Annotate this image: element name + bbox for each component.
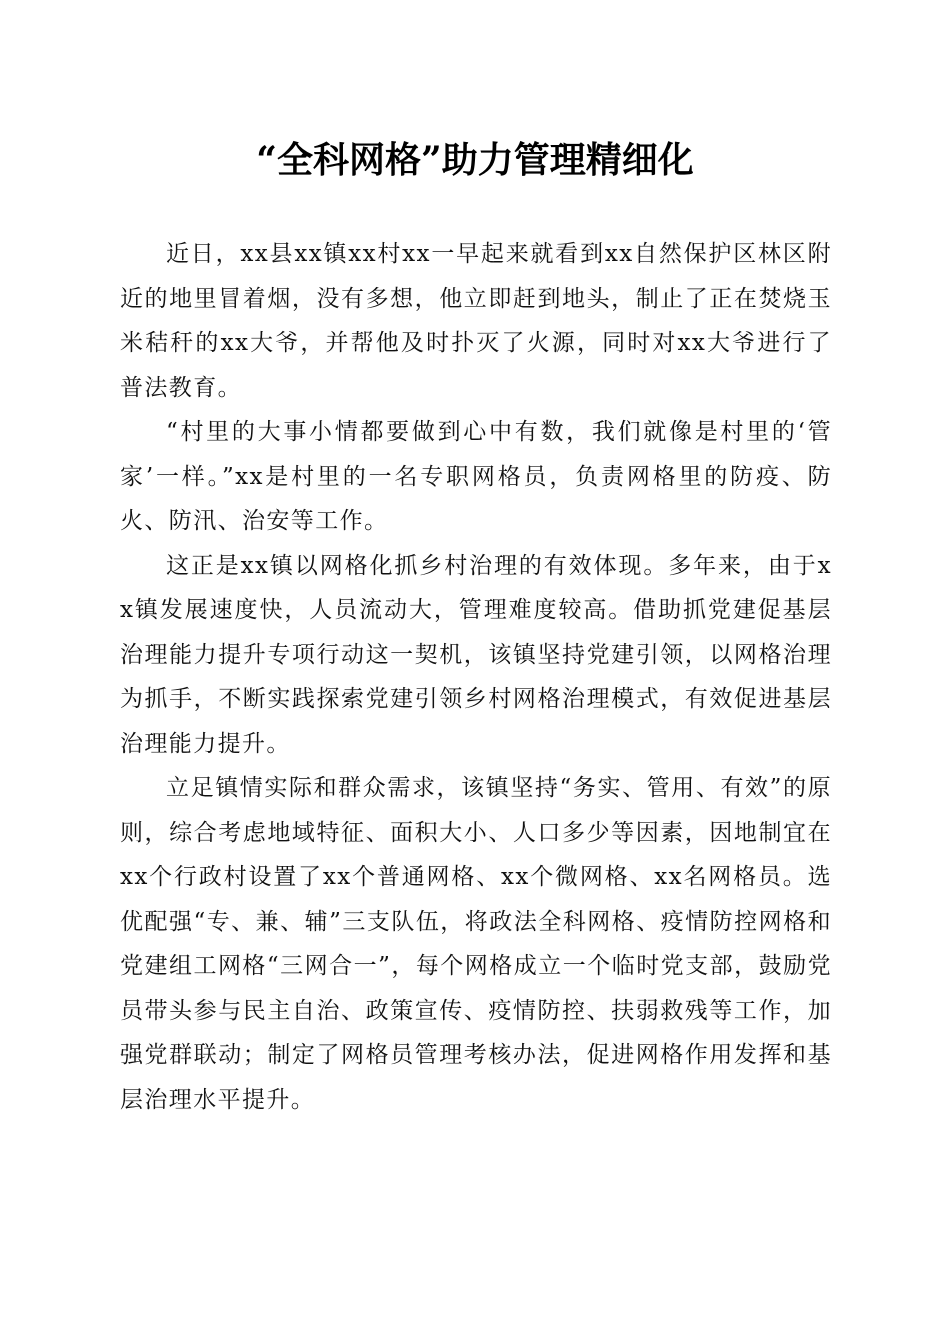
paragraph-1: 近日，xx县xx镇xx村xx一早起来就看到xx自然保护区林区附近的地里冒着烟，没有多想，他立即赶到地头，制止了正在焚烧玉米秸秆的xx大爷，并帮他及时扑灭了火源，同时对xx大爷进行了普法教育。 — [120, 241, 832, 401]
paragraph-3: 这正是xx镇以网格化抓乡村治理的有效体现。多年来，由于xx镇发展速度快，人员流动大，管理难度较高。借助抓党建促基层治理能力提升专项行动这一契机，该镇坚持党建引领，以网格治理为抓手，不断实践探索党建引领乡村网格治理模式，有效促进基层治理能力提升。 — [120, 552, 832, 757]
document-body — [120, 232, 832, 1122]
document-title: “全科网格”助力管理精细化 — [256, 139, 694, 181]
paragraph-2: “村里的大事小情都要做到心中有数，我们就像是村里的‘管家’一样。”xx是村里的一名专职网格员，负责网格里的防疫、防火、防汛、治安等工作。 — [120, 419, 832, 534]
paragraph-4: 立足镇情实际和群众需求，该镇坚持“务实、管用、有效”的原则，综合考虑地域特征、面积大小、人口多少等因素，因地制宜在xx个行政村设置了xx个普通网格、xx个微网格、xx名网格员。选优配强“专、兼、辅”三支队伍，将政法全科网格、疫情防控网格和党建组工网格“三网合一”，每个网格成立一个临时党支部，鼓励党员带头参与民主自治、政策宣传、疫情防控、扶弱救残等工作，加强党群联动；制定了网格员管理考核办法，促进网格作用发挥和基层治理水平提升。 — [120, 775, 832, 1113]
